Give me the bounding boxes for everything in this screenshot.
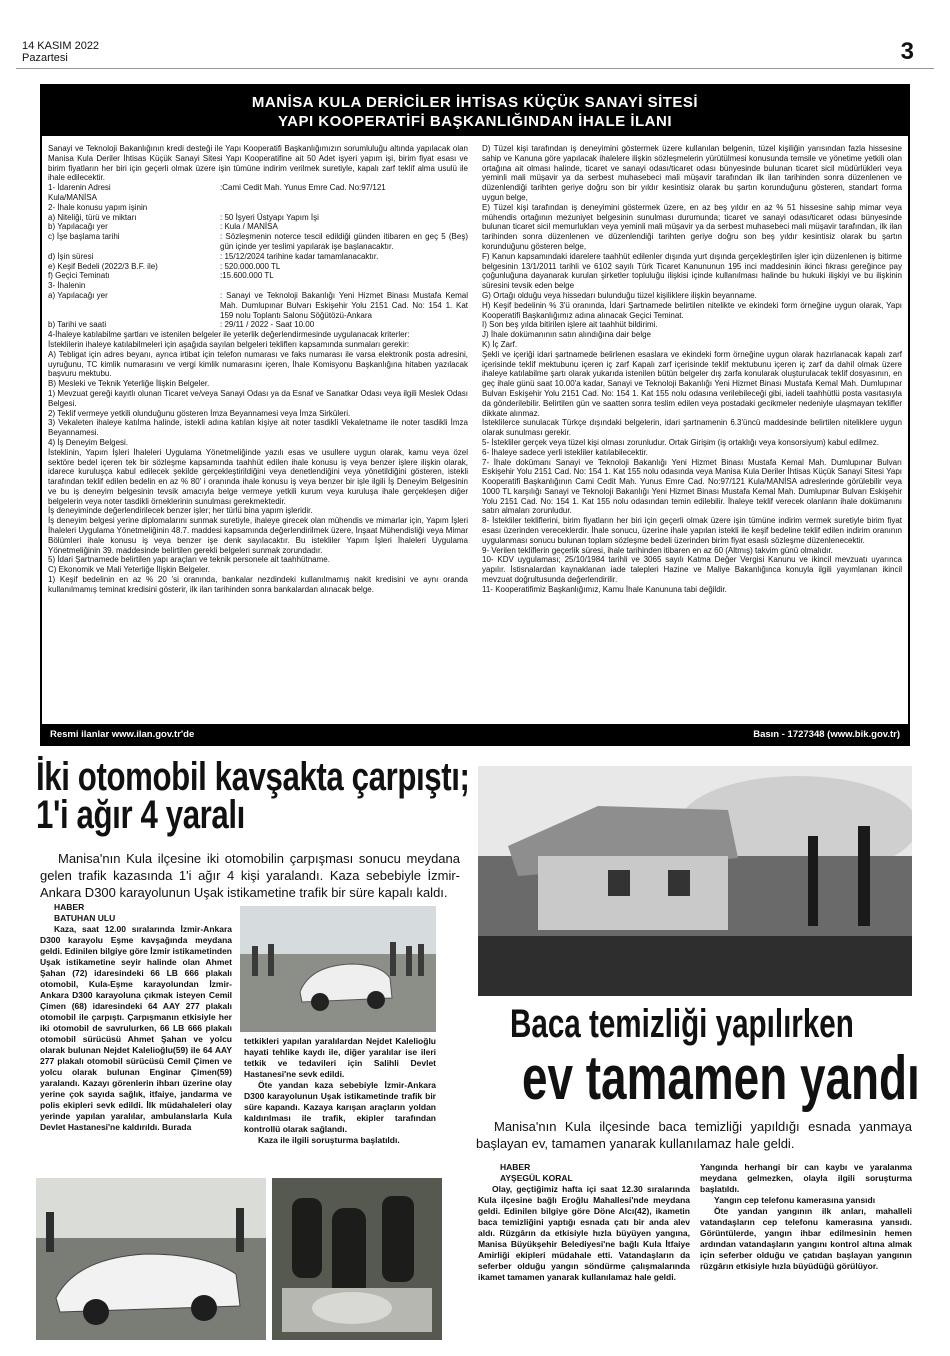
notice-row <box>48 252 468 262</box>
notice-row-key: f) Geçici Teminatı <box>48 271 110 281</box>
notice-left-paragraph: İsteklinin, Yapım İşleri İhaleleri Uygulama Yönetmeliğinde yazılı esas ve usullere uygun olarak, kamu veya özel sektöre bedel içeren tek bir sözleşme kapsamında taahhüt edilen ihale konusu iş veya benzer işlere ilişkin olarak, idarece kuruluşça kabul edilecek şekilde gerçekleştirildiğini veya denetlendiğini veya yönetildiğini gösteren, istekli tarafından teklif edilen bedelin en az % 80' i oranında ihale konusu iş veya benzer bir işle ilgili İş Deneyim Belgesinin ve bu iş deneyim belgesinin tevsik amacıyla belge vermeye yetkili kurum veya kuruluşa ihale gerçekleşen diğer belgelerin veya noter tasdikli örneklerinin sunulması gerekmektedir. <box>48 447 468 506</box>
notice-right-paragraph: 6- İhaleye sadece yerli istekliler katılabilecektir. <box>482 447 648 457</box>
accident-photo-3 <box>272 1178 442 1340</box>
notice-footer-left[interactable]: Resmi ilanlar www.ilan.gov.tr'de <box>50 728 195 740</box>
article2-text-1: Olay, geçtiğimiz hafta içi saat 12.30 sıralarında Kula ilçesine bağlı Eroğlu Mahallesi'nde meydana geldi. Edinilen bilgiye göre Döne Alcı(42), ikametin baca temizliğini yaptığı esnada çatı bir anda alev aldı. Rüzgârın da etkisiyle hızla büyüyen yangına, Manisa Büyükşehir Belediyesi'ne bağlı Kula İtfaiye Amirliği ekipleri müdahale etti. Vatandaşların da seferber olduğu yangın söndürme çalışmalarında ikamet tamamen yanarak kullanılamaz hale geldi. <box>478 1184 690 1282</box>
article2-lead: Manisa'nın Kula ilçesinde baca temizliği yapıldığı esnada yanmaya başlayan ev, tamamen yanarak kullanılamaz hale geldi. <box>476 1119 912 1151</box>
article2-headline-line2: ev tamamen yandı <box>522 1044 920 1113</box>
notice-right-column <box>482 144 902 720</box>
notice-row <box>48 281 468 291</box>
notice-left-paragraph: B) Mesleki ve Teknik Yeterliğe İlişkin Belgeler. <box>48 379 210 389</box>
notice-row-value <box>220 281 468 291</box>
article2-label: HABER <box>500 1162 531 1172</box>
notice-left-paragraph: C) Ekonomik ve Mali Yeterliğe İlişkin Belgeler. <box>48 565 210 575</box>
article1-text-4: Kaza ile ilgili soruşturma başlatıldı. <box>258 1135 400 1145</box>
article2-col2 <box>700 1162 912 1272</box>
top-rule <box>16 68 934 69</box>
notice-left-paragraph: 3) Vekaleten ihaleye katılma halinde, istekli adına katılan kişiye ait noter tasdikli Vekaletname ile noter tasdikli İmza Beyannamesi. <box>48 418 468 438</box>
article2-headline-line1: Baca temizliği yapılırken <box>510 1002 854 1046</box>
notice-row <box>48 271 468 281</box>
notice-left-paragraph: İş deneyim belgesi yerine diplomalarını sunmak suretiyle, ihaleye girecek olan mühendis ve mimarlar için, Yapım İşleri İhaleleri Uygulama Yönetmeliğinin 48.7. maddesi kapsamında değerlendirilmek üzere, İnşaat Mühendisliği veya Mimar Bölümleri ihale konusu iş veya benzer işe denk sayılacaktır. Bu istekliler Yapım İşleri İhaleleri Uygulama Yönetmeliğinin 39. maddesinde belirtilen gerekli belgeleri sunmak zorundadır. <box>48 516 468 555</box>
article2-subhead: Yangın cep telefonu kamerasına yansıdı <box>714 1195 876 1205</box>
notice-row <box>48 291 468 320</box>
notice-row-value: : 520.000.000 TL <box>220 261 281 271</box>
notice-left-paragraph: A) Tebligat için adres beyanı, ayrıca irtibat için telefon numarası ve faks numarası ile varsa elektronik posta adresini, uyruğunu, TC kimlik numarasını ve vergi kimlik numarasını içeren, İhale Komisyonu Başkanlığına hitaben yazılacak başvuru mektubu. <box>48 349 468 379</box>
tender-notice <box>40 84 910 746</box>
notice-right-paragraph: 9- Verilen tekliflerin geçerlik süresi, ihale tarihinden itibaren en az 60 (Altmış) takvim günü olmalıdır. <box>482 545 833 555</box>
notice-right-paragraph: 5- İstekliler gerçek veya tüzel kişi olması zorunludur. Ortak Girişim (iş ortaklığı veya konsorsiyum) kabul edilmez. <box>482 437 880 447</box>
article2-text-3: Öte yandan yangının ilk anları, mahalleli vatandaşların cep telefonu kamerasına yansıdı. Görüntülerde, yangın ihbar edilmesinin hemen ardından vatandaşların yangını kontrol altına almak için seferber olduğu ve çatıdan başlayan yangının rüzgârın etkisiyle hızla büyüdüğü görülüyor. <box>700 1206 912 1271</box>
notice-row-value: : 29/11 / 2022 - Saat 10.00 <box>220 320 315 330</box>
date: 14 KASIM 2022 <box>22 40 100 52</box>
notice-left-paragraph: 1) Mevzuat gereği kayıtlı olunan Ticaret ve/veya Sanayi Odası ya da Esnaf ve Sanatkar Odası veya ilgili Meslek Odası Belgesi. <box>48 388 468 408</box>
notice-right-paragraph: H) Keşif bedelinin % 3'ü oranında, İdari Şartnamede belirtilen nitelikte ve ekindeki form örneğine uygun olarak, Yapı Kooperatifi Başkanlığımız adına alınacak Geçici Teminat. <box>482 300 902 320</box>
notice-row-key: c) İşe başlama tarihi <box>48 232 120 242</box>
notice-row-key: e) Keşif Bedeli (2022/3 B.F. ile) <box>48 261 158 271</box>
notice-right-paragraph: J) İhale dokümanının satın alındığına dair belge <box>482 330 651 340</box>
article1-text-3: Öte yandan kaza sebebiyle İzmir-Ankara D300 karayolunun Uşak istikametinde trafik bir süre kapandı. Kazaya karışan araçların yoldan kaldırılması ile trafik, ekipler tarafından kontrollü olarak sağlandı. <box>244 1080 436 1134</box>
notice-left-paragraph: 4-İhaleye katılabilme şartları ve istenilen belgeler ile yeterlik değerlendirmesinde uygulanacak kriterler: <box>48 330 410 340</box>
notice-row-value: : Kula / MANİSA <box>220 222 278 232</box>
notice-row <box>48 203 468 213</box>
notice-row-key: a) Yapılacağı yer <box>48 290 108 300</box>
notice-row <box>48 232 468 252</box>
notice-right-paragraph: E) Tüzel kişi tarafından iş deneyimini göstermek üzere, en az beş yıldır en az % 51 hissesine sahip mimar veya mühendis ortağının mezuniyet belgesinin sunulması durumunda; ticaret ve sanayi odası/ticaret odası bünyesinde bulunan ticaret sicil memurlukları veya yeminli mali müşavir ya da serbest muhasebeci mali müşavir tarafından, ilk ilan tarihinden sonra düzenlenen ve düzenlendiği tarihten geriye doğru son beş yıldır kesintisiz olarak bu şartın korunduğunu gösteren belge, <box>482 202 902 251</box>
notice-row-key: d) İşin süresi <box>48 251 94 261</box>
notice-row-value: :15.600.000 TL <box>220 271 274 281</box>
notice-row <box>48 183 468 193</box>
article1-text-1: Kaza, saat 12.00 sıralarında İzmir-Ankara D300 karayolu Eşme kavşağında meydana geldi. Edinilen bilgiye göre İzmir istikametinden Uşak istikametine seyir halinde olan Ahmet Şahan (72) idaresindeki 66 LB 666 plakalı otomobil, Kula-Eşme karayolundan İzmir-Ankara D300 karayoluna çıkmak isteyen Cemil Çimen (68) idaresindeki 64 AAY 277 plakalı otomobil ile çarpıştı. Çarpışmanın etkisiyle her iki otomobil de savrulurken, 66 LB 666 plakalı otomobil sürücüsü Ahmet Şahan ve yolcu olarak bulunan Nejdet Kalelioğlu(59) ile 64 AAY 277 plakalı otomobil sürücüsü Cemil Çimen ve yolcu olarak bulunan Enginar Çimen(59) yaralandı. Kazayı görenlerin ihbarı üzerine olay yerine çok sayıda sağlık, itfaiye, jandarma ve polis ekipleri sevk edildi. İlk müdahaleleri olay yerinde yapılan yaralılar, ambulanslarla Kula Devlet Hastanesi'ne kaldırıldı. Burada <box>40 924 232 1132</box>
notice-row <box>48 320 468 330</box>
notice-row-value <box>220 193 468 203</box>
article2-text-2: Yangında herhangi bir can kaybı ve yaralanma meydana gelmezken, olayla ilgili soruşturma başlatıldı. <box>700 1162 912 1194</box>
article1-text-2: tetkikleri yapılan yaralılardan Nejdet Kalelioğlu hayati tehlike kaydı ile, diğer yaralılar ise ileri tetkik ve tedavileri için Salihli Devlet Hastanesi'ne sevk edildi. <box>244 1036 436 1079</box>
notice-left-paragraph: 1) Keşif bedelinin en az % 20 'si oranında, bankalar nezdindeki kullanılmamış nakit kredisini ve aynı oranda kullanılmamış teminat kredisini gösterir, ilk ilan tarihinden sonra bankalardan alınacak belge. <box>48 575 468 594</box>
article1-author: BATUHAN ULU <box>54 913 116 923</box>
masthead-date <box>22 40 99 64</box>
article1-label: HABER <box>54 902 85 912</box>
notice-right-paragraph: Şekli ve içeriği idari şartnamede belirlenen esaslara ve ekindeki form örneğine uygun olarak hazırlanacak kapalı zarf içerisinde teklif mektubunu içeren iç zarf Kapalı zarf içerisinde teklif mektubunu içeren iç zarf da dahil olmak üzere ihaleye katılabilme şartı olarak yukarıda istenilen bütün belgeler dış zarfa konularak oluşturulacak teklif dosyasının, en geç ihale günü saat 10.00'a kadar, Sanayi ve Teknoloji Bakanlığı Yeni Hizmet Binası Mustafa Kemal Mah. Dumlupınar Bulvarı Eskişehir Yolu 2151 Cad. No: 154 1. Kat 155 nolu odasına verilebileceği gibi, iadeli taahhütlü posta vasıtasıyla da gönderilebilir. Belirtilen gün ve saatten sonra teslim edilen veya postadaki gecikmeler nedeniyle ulaşmayan teklifler dikkate alınmaz. <box>482 349 902 418</box>
notice-title-line2: YAPI KOOPERATİFİ BAŞKANLIĞINDAN İHALE İLANI <box>277 113 673 130</box>
notice-row-value: : Sözleşmenin noterce tescil edildiği günden itibaren en geç 5 (Beş) gün içinde yer teslimi yapılarak işe başlanacaktır. <box>220 232 468 251</box>
notice-right-paragraph: 10- KDV uygulaması; 25/10/1984 tarihli ve 3065 sayılı Katma Değer Vergisi Kanunu ve ikincil mevzuatı uyarınca yapılır. İstisnalardan kaynaklanan iade talepleri Hazine ve Maliye Bakanlığınca konuyla ilgili yayımlanan ikincil mevzuat doğrultusunda değerlendirilir. <box>482 555 902 585</box>
article1-headline-line2: 1'i ağır 4 yaralı <box>36 793 245 837</box>
day: Pazartesi <box>22 52 68 64</box>
notice-row-key: b) Yapılacağı yer <box>48 222 108 232</box>
notice-footer-right[interactable]: Basın - 1727348 (www.bik.gov.tr) <box>753 728 900 740</box>
notice-right-paragraph: 11- Kooperatifimiz Başkanlığımız, Kamu İhale Kanununa tabi değildir. <box>482 584 727 594</box>
notice-row-value: : 15/12/2024 tarihine kadar tamamlanacaktır. <box>220 251 379 261</box>
notice-right-paragraph: D) Tüzel kişi tarafından iş deneyimini göstermek üzere kullanılan belgenin, tüzel kişiliğin yarısından fazla hissesine sahip ve Kanuna göre yapılacak ihalelere ilişkin sözleşmelerin yürütülmesi konusunda temsile ve yönetime yetkili olan ortağına ait olması halinde, ticaret ve sanayi odası/ticaret odası bünyesinde bulunan ticaret sicil müdürlükleri veya yeminli mali müşavir ya da serbest muhasebeci mali müşavir tarafından ilk ilan tarihinden sonra düzenlenen ve düzenlendiği tarihten geriye doğru son bir yıldır kesintisiz olarak bu şartın korunduğunu gösteren, standart forma uygun belge, <box>482 144 902 202</box>
notice-row-key: b) Tarihi ve saati <box>48 320 107 330</box>
notice-left-paragraph: 2) Teklif vermeye yetkili olunduğunu gösteren İmza Beyannamesi veya İmza Sirküleri. <box>48 408 351 418</box>
fire-house-photo <box>478 766 912 996</box>
notice-right-paragraph: 7- İhale dokümanı Sanayi ve Teknoloji Bakanlığı Yeni Hizmet Binası Mustafa Kemal Mah. Dumlupınar Bulvarı Eskişehir Yolu 2151 Cad. No: 154 1. Kat 155 nolu odasında veya Manisa Kula Deriler İhtisas Küçük Sanayi Sitesi Yapı Kooperatifi Başkanlığının Cami Cedit Mah. Yunus Emre Cad. No:97/121 Kula/MANİSA adreslerinde görülebilir veya 1000 TL karşılığı Sanayi ve Teknoloji Bakanlığı Yeni Hizmet Binası Mustafa Kemal Mah. Dumlupınar Bulvarı Eskişehir Yolu 2151 Cad. No: 154 1. Kat 155 nolu odasından temin edilebilir. İhaleye teklif verecek olanların ihale dokümanını satın almaları zorunludur. <box>482 457 902 516</box>
notice-left-paragraph: 5) İdari Şartnamede belirtilen yapı araçları ve teknik personele ait taahhütname. <box>48 555 330 565</box>
notice-row-key: 3- İhalenin <box>48 281 86 291</box>
notice-row <box>48 193 468 203</box>
article1-headline-line1: İki otomobil kavşakta çarpıştı; <box>36 755 470 799</box>
page-number: 3 <box>900 38 914 65</box>
notice-left-paragraph: İsteklilerin ihaleye katılabilmeleri için aşağıda sayılan belgeleri tekliflerı kapsamında sunmaları gerekir: <box>48 339 410 349</box>
notice-footer <box>42 724 908 744</box>
notice-right-paragraph: G) Ortağı olduğu veya hissedarı bulunduğu tüzel kişiliklere ilişkin beyanname. <box>482 290 757 300</box>
notice-row-value: : Sanayi ve Teknoloji Bakanlığı Yeni Hizmet Binası Mustafa Kemal Mah. Dumlupınar Bulvarı Eskişehir Yolu 2151 Cad. No: 154 1. Kat 159 nolu Toplantı Salonu Söğütözü-Ankara <box>220 290 468 320</box>
notice-body <box>48 144 902 720</box>
notice-right-paragraph: 8- İstekliler tekliflerini, birim fiyatların her biri için geçerli olmak üzere işin tümüne indirim vermek suretiyle birim fiyat esası üzerinden vereceklerdir. İhale sonucu, üzerine ihale yapılan istekli ile keşif bedeline teklif edilen indirim oranının uygulanması sonucu bulunan toplam sözleşme bedeli üzerinden birim fiyat esaslı sözleşme düzenlenecektir. <box>482 516 902 545</box>
notice-right-paragraph: I) Son beş yılda bitirilen işlere ait taahhüt bildirimi. <box>482 320 658 330</box>
article2-col1 <box>478 1162 690 1283</box>
notice-row-key: Kula/MANİSA <box>48 192 97 202</box>
notice-header <box>42 86 908 136</box>
article1-col2 <box>244 1036 436 1146</box>
notice-right-paragraph: K) İç Zarf. <box>482 339 518 349</box>
notice-row-value: : 50 İşyeri Üstyapı Yapım İşi <box>220 212 319 222</box>
notice-row <box>48 213 468 223</box>
article2-author: AYŞEGÜL KORAL <box>500 1173 573 1183</box>
accident-photo-2 <box>36 1178 266 1340</box>
notice-row-value <box>220 203 468 213</box>
notice-row-key: a) Niteliği, türü ve miktarı <box>48 212 137 222</box>
notice-intro: Sanayi ve Teknoloji Bakanlığının kredi desteği ile Yapı Kooperatifi Başkanlığımızın sorumluluğu altında yapılacak olan Manisa Kula Deriler İhtisas Küçük Sanayi Sitesi Yapı Kooperatifine ait 50 Adet işyeri yapım işi, birim fiyat esası ve birim fiyatların her biri için geçerli olmak üzere işin tümüne indirim verilmek suretiyle, kapalı zarf teklif alma usulü ile ihale edilecektir. <box>48 144 468 183</box>
notice-row <box>48 262 468 272</box>
accident-photo-1 <box>240 906 436 1032</box>
notice-row-value: :Cami Cedit Mah. Yunus Emre Cad. No:97/121 <box>220 183 386 193</box>
notice-left-paragraph: İş deneyiminde değerlendirilecek benzer işler; her türlü bina yapım işleridir. <box>48 506 313 516</box>
notice-left-column <box>48 144 468 720</box>
notice-right-paragraph: İsteklilerce sunulacak Türkçe dışındaki belgelerin, idari şartnamenin 6.3'üncü maddesinde belirtilen niteliklere uygun olarak sunulması gerekir. <box>482 418 902 438</box>
notice-row-key: 2- İhale konusu yapım işinin <box>48 202 148 212</box>
article1-lead: Manisa'nın Kula ilçesine iki otomobilin çarpışması sonucu meydana gelen trafik kazasında 1'i ağır 4 kişi yaralandı. Kaza sebebiyle İzmir-Ankara D300 karayolunun Uşak istikametine trafik bir süre kapalı kaldı. <box>40 851 460 900</box>
notice-title-line1: MANİSA KULA DERİCİLER İHTİSAS KÜÇÜK SANAYİ SİTESİ <box>251 94 699 111</box>
notice-left-paragraph: 4) İş Deneyim Belgesi. <box>48 437 129 447</box>
notice-row-key: 1- İdarenin Adresi <box>48 183 111 193</box>
notice-right-paragraph: F) Kanun kapsamındaki idarelere taahhüt edilenler dışında yurt dışında gerçekleştirilen işler için düzenlenen iş bitirme belgesinin 13/1/2011 tarihli ve 6102 sayılı Türk Ticaret Kanununun 195 inci maddesinin ikinci fıkrası gereğince pay çoğunluğuna dayanarak kurulan şirketler topluluğu ilişkisi içinde kullanılması halinde bu hukuki ilişkiyi ve bu ilişkinin süresini tevsik eden belge <box>482 251 902 291</box>
article1-col1 <box>40 902 232 1133</box>
notice-row <box>48 222 468 232</box>
